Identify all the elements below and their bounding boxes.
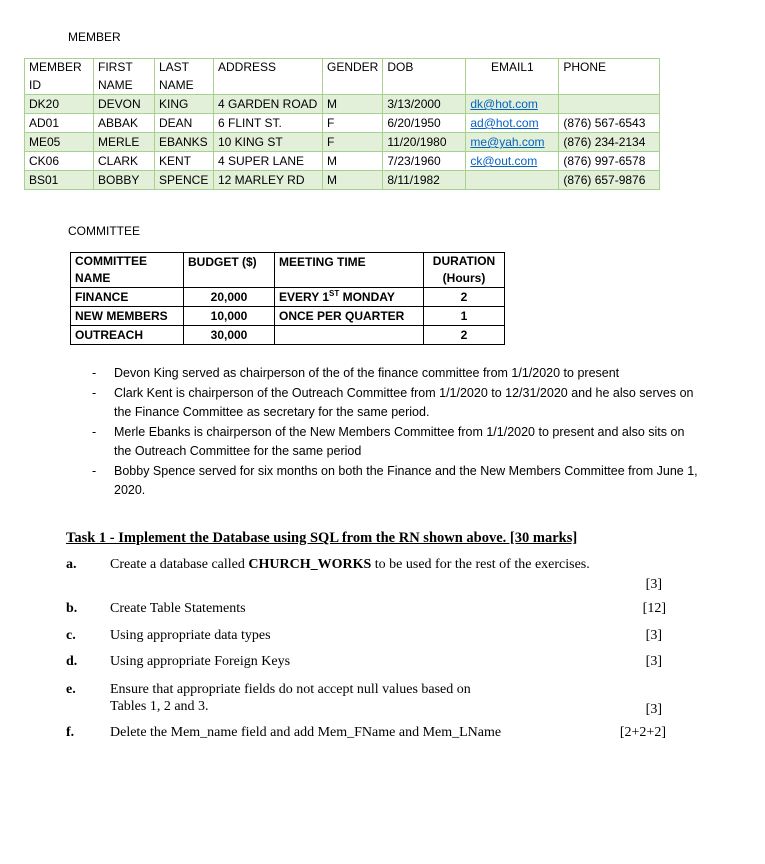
header-text: COMMITTEE [75, 254, 147, 268]
dob: 3/13/2000 [383, 95, 466, 114]
gender: M [323, 171, 383, 190]
header-cell [323, 76, 383, 95]
meeting-text: ONCE PER QUARTER [279, 309, 405, 323]
duration: 1 [424, 307, 505, 326]
first-name: DEVON [94, 95, 155, 114]
email-link[interactable]: ad@hot.com [470, 116, 539, 130]
task-mark: [3] [645, 628, 662, 643]
member-id: BS01 [25, 171, 94, 190]
header-cell: GENDER [323, 59, 383, 77]
first-name: ABBAK [94, 114, 155, 133]
budget: 20,000 [184, 288, 275, 307]
task-mark: [3] [645, 702, 662, 717]
email-cell [466, 133, 559, 152]
list-item: - Merle Ebanks is chairperson of the New Members Committee from 1/1/2020 to present and also sits on the Outreach Committee for the same period [92, 423, 702, 462]
gender: F [323, 133, 383, 152]
meeting-time [275, 288, 424, 307]
header-cell: LAST [155, 59, 214, 77]
dob: 11/20/1980 [383, 133, 466, 152]
table-row [71, 307, 505, 326]
email-link[interactable]: dk@hot.com [470, 97, 538, 111]
table-row [25, 171, 660, 190]
gender: M [323, 152, 383, 171]
task-letter: d. [66, 654, 78, 669]
header-cell [214, 76, 323, 95]
task-letter: a. [66, 557, 77, 572]
committee-name: FINANCE [71, 288, 184, 307]
duration: 2 [424, 326, 505, 345]
email-link[interactable]: me@yah.com [470, 135, 545, 149]
table-header-row [25, 59, 660, 77]
header-cell: NAME [94, 76, 155, 95]
header-cell: PHONE [559, 59, 660, 77]
task-mark: [3] [645, 654, 662, 669]
task-letter: b. [66, 601, 78, 616]
first-name: MERLE [94, 133, 155, 152]
committee-section-title: COMMITTEE [68, 224, 140, 238]
task-letter: c. [66, 628, 76, 643]
header-cell: NAME [155, 76, 214, 95]
header-cell [383, 76, 466, 95]
table-row [71, 288, 505, 307]
header-cell: ID [25, 76, 94, 95]
task-text: Using appropriate data types [110, 628, 271, 643]
last-name: SPENCE [155, 171, 214, 190]
task-text: Using appropriate Foreign Keys [110, 654, 291, 669]
table-row [25, 133, 660, 152]
address: 6 FLINT ST. [214, 114, 323, 133]
header-cell: EMAIL1 [466, 59, 559, 77]
gender: F [323, 114, 383, 133]
task-title: Task 1 - Implement the Database using SQL from the RN shown above. [30 marks] [66, 530, 578, 546]
header-cell: BUDGET ($) [184, 253, 275, 288]
phone [559, 95, 660, 114]
meeting-text: EVERY 1 [279, 290, 330, 304]
email-cell [466, 171, 559, 190]
header-text: (Hours) [442, 271, 486, 285]
task-text: Create a database called CHURCH_WORKS to be used for the rest of the exercises. [110, 557, 590, 572]
task-letter: e. [66, 682, 76, 697]
table-row [71, 326, 505, 345]
first-name: CLARK [94, 152, 155, 171]
phone: (876) 234-2134 [559, 133, 660, 152]
member-section-title: MEMBER [68, 30, 121, 44]
last-name: KENT [155, 152, 214, 171]
table-row [25, 95, 660, 114]
email-cell [466, 114, 559, 133]
phone: (876) 657-9876 [559, 171, 660, 190]
notes-list [92, 364, 702, 501]
header-text: NAME [75, 271, 111, 285]
dob: 8/11/1982 [383, 171, 466, 190]
dob: 7/23/1960 [383, 152, 466, 171]
last-name: DEAN [155, 114, 214, 133]
task-mark: [3] [645, 577, 662, 592]
meeting-sup: ST [329, 289, 340, 298]
address: 4 GARDEN ROAD [214, 95, 323, 114]
address: 12 MARLEY RD [214, 171, 323, 190]
email-cell [466, 152, 559, 171]
header-cell: ADDRESS [214, 59, 323, 77]
list-item: - Devon King served as chairperson of the of the finance committee from 1/1/2020 to present [92, 364, 702, 384]
header-text: DURATION [432, 254, 496, 268]
meeting-time [275, 326, 424, 345]
committee-table [70, 252, 505, 345]
email-cell [466, 95, 559, 114]
phone: (876) 567-6543 [559, 114, 660, 133]
task-letter: f. [66, 725, 75, 740]
email-link[interactable]: ck@out.com [470, 154, 538, 168]
committee-name: NEW MEMBERS [71, 307, 184, 326]
header-cell: FIRST [94, 59, 155, 77]
table-row [25, 114, 660, 133]
address: 4 SUPER LANE [214, 152, 323, 171]
task-text: Delete the Mem_name field and add Mem_FName and Mem_LName [110, 725, 502, 740]
member-id: CK06 [25, 152, 94, 171]
header-cell [466, 76, 559, 95]
header-cell [559, 76, 660, 95]
member-table [24, 58, 660, 190]
committee-name: OUTREACH [71, 326, 184, 345]
table-header-row [25, 76, 660, 95]
header-cell: MEETING TIME [275, 253, 424, 288]
task-text: Tables 1, 2 and 3. [110, 699, 209, 714]
duration: 2 [424, 288, 505, 307]
task-mark: [2+2+2] [619, 725, 666, 740]
budget: 30,000 [184, 326, 275, 345]
task-text: Ensure that appropriate fields do not accept null values based on [110, 682, 471, 697]
address: 10 KING ST [214, 133, 323, 152]
meeting-text: MONDAY [339, 290, 395, 304]
task-text: Create Table Statements [110, 601, 246, 616]
task-mark: [12] [642, 601, 666, 616]
member-id: AD01 [25, 114, 94, 133]
gender: M [323, 95, 383, 114]
first-name: BOBBY [94, 171, 155, 190]
member-id: ME05 [25, 133, 94, 152]
table-header-row [71, 253, 505, 288]
member-id: DK20 [25, 95, 94, 114]
header-cell [424, 253, 505, 288]
phone: (876) 997-6578 [559, 152, 660, 171]
table-row [25, 152, 660, 171]
last-name: EBANKS [155, 133, 214, 152]
list-item: - Bobby Spence served for six months on both the Finance and the New Members Committee from June 1, 2020. [92, 462, 702, 501]
header-cell [71, 253, 184, 288]
last-name: KING [155, 95, 214, 114]
list-item: - Clark Kent is chairperson of the Outreach Committee from 1/1/2020 to 12/31/2020 and he also serves on the Finance Committee as secretary for the same period. [92, 384, 702, 423]
header-cell: DOB [383, 59, 466, 77]
meeting-time [275, 307, 424, 326]
budget: 10,000 [184, 307, 275, 326]
dob: 6/20/1950 [383, 114, 466, 133]
header-cell: MEMBER [25, 59, 94, 77]
